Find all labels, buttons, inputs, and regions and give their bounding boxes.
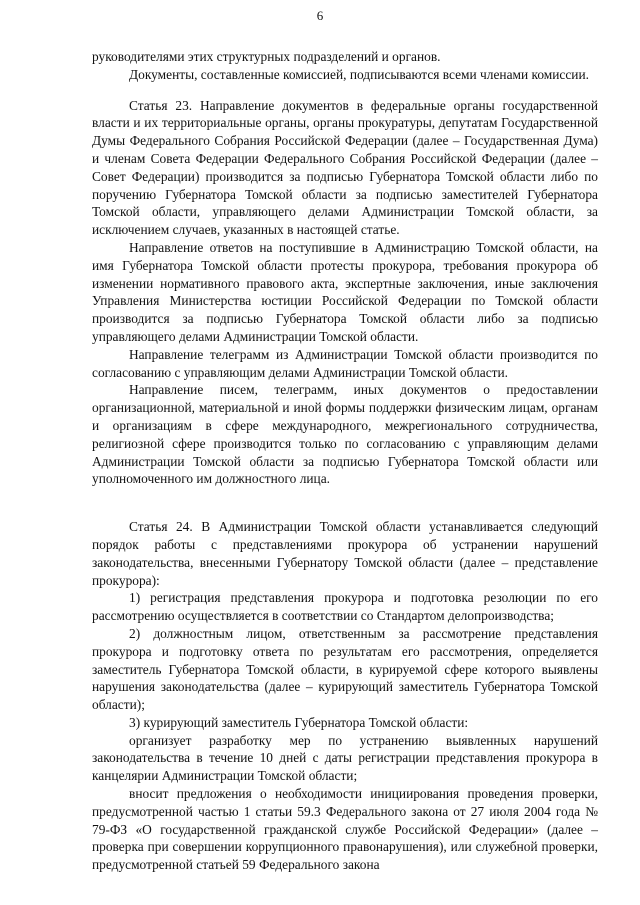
article-24-paragraph: Статья 24. В Администрации Томской области устанавливается следующий порядок работы с представлениями прокурора об устранении нарушений законодательства, внесенными Губернатору Томской области (далее – представление прокурора): xyxy=(92,519,598,588)
paragraph-commission-documents: Документы, составленные комиссией, подписываются всеми членами комиссии. xyxy=(129,66,589,82)
article-23-paragraph: Статья 23. Направление документов в федеральные органы государственной власти и их территориальные органы, органы прокуратуры, депутатам Государственной Думы Федерального Собрания Российской Федерации (далее – Государственная Дума) и членам Совета Федерации Федерального Собрания Российской Федерации (далее – Совет Федерации) производится за подписью Губернатора Томской области либо по поручению Губернатора Томской области за подписью заместителей Губернатора Томской области, управляющего делами Администрации Томской области, за исключением случаев, указанных в настоящей статье. xyxy=(92,97,598,238)
list-item-2: 2) должностным лицом, ответственным за рассмотрение представления прокурора и подготовку ответа по результатам его рассмотрения, определяется заместитель Губернатора Томской области, в курируемой сфере которого выявлены нарушения законодательства (далее – курирующий заместитель Губернатора Томской области); xyxy=(92,625,598,713)
list-item-1: 1) регистрация представления прокурора и подготовка резолюции по его рассмотрению осуществляется в соответствии со Стандартом делопроизводства; xyxy=(92,590,598,624)
section-spacer xyxy=(92,488,598,518)
article-23-letters-paragraph: Направление писем, телеграмм, иных документов о предоставлении организационной, материальной и иной формы поддержки физическим лицам, органам и организациям в сфере международного, межрегионального сотрудничества, религиозной сфере производится только по согласованию с управляющим делами Администрации Томской области за подписью Губернатора Томской области или уполномоченного им должностного лица. xyxy=(92,382,598,487)
paragraph-spacer xyxy=(92,84,598,97)
paragraph-continuation: руководителями этих структурных подразделений и органов. xyxy=(92,49,441,64)
sub-item-proposals: вносит предложения о необходимости инициирования проведения проверки, предусмотренной частью 1 статьи 59.3 Федерального закона от 27 июля 2004 года № 79-ФЗ «О государственной гражданской службе Российской Федерации» (далее – проверка при совершении коррупционного правонарушения), или служебной проверки, предусмотренной статьей 59 Федерального закона xyxy=(92,786,598,873)
document-body xyxy=(92,48,598,874)
page-number: 6 xyxy=(316,8,324,23)
list-item-3: 3) курирующий заместитель Губернатора Томской области: xyxy=(129,714,469,730)
article-23-responses-paragraph: Направление ответов на поступившие в Администрацию Томской области, на имя Губернатора Томской области протесты прокурора, требования прокурора об изменении нормативного правового акта, экспертные заключения, иные заключения Управления Министерства юстиции Российской Федерации по Томской области производится за подписью Губернатора Томской области либо за подписью управляющего делами Администрации Томской области. xyxy=(92,239,598,344)
sub-item-organizes: организует разработку мер по устранению выявленных нарушений законодательства в течение 10 дней с даты регистрации представления прокурора в канцелярии Администрации Томской области; xyxy=(92,732,598,784)
article-23-telegrams-paragraph: Направление телеграмм из Администрации Томской области производится по согласованию с управляющим делами Администрации Томской области. xyxy=(92,346,598,380)
